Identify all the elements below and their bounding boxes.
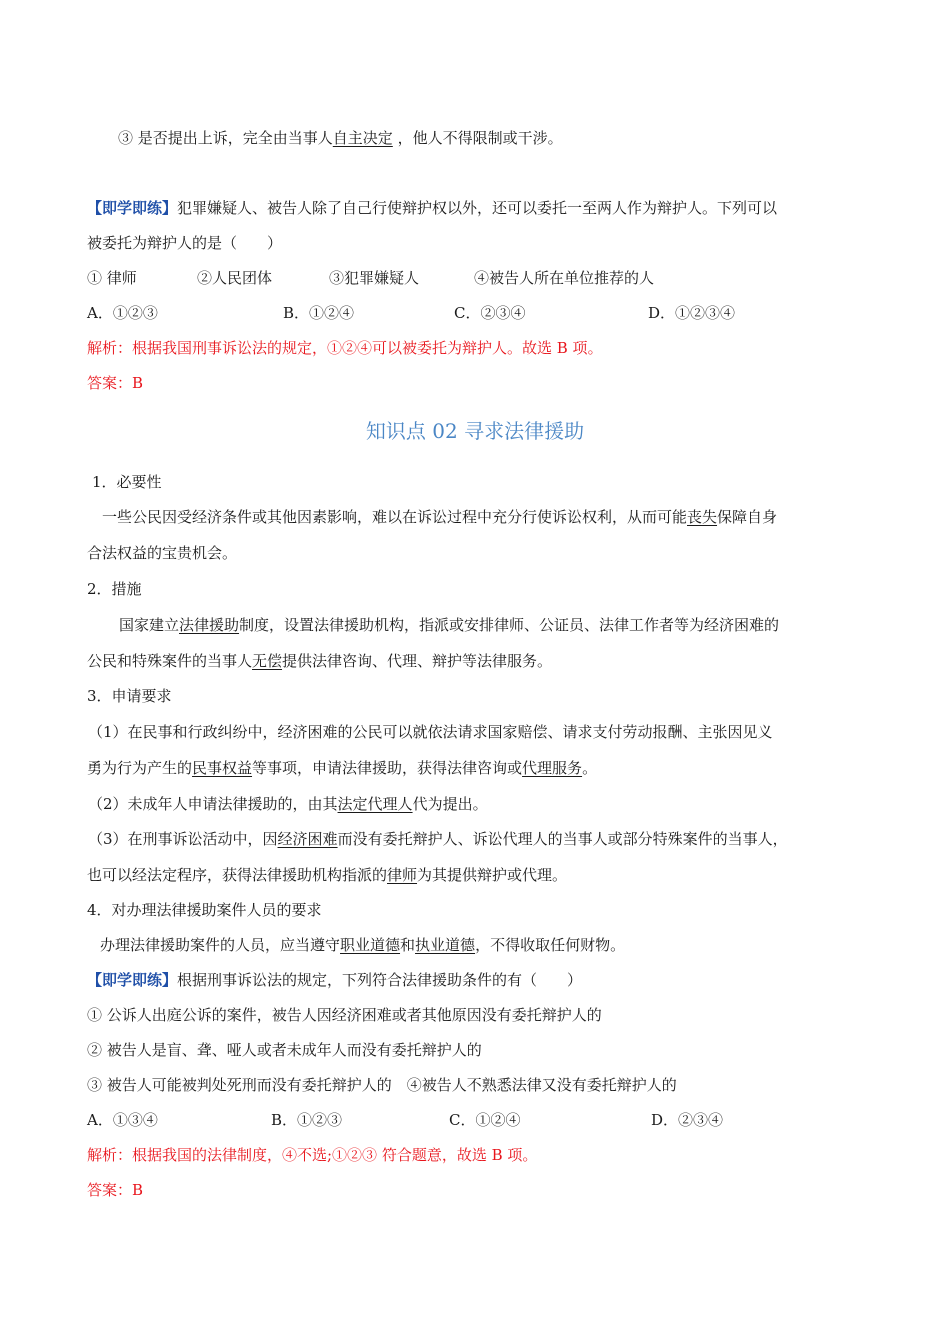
text-segment: 等事项，申请法律援助，获得法律咨询或 <box>252 759 523 777</box>
exercise-tag: 【即学即练】 <box>87 971 178 989</box>
key-term: 职业道德 <box>340 936 401 954</box>
text-segment: ，不得收取任何财物。 <box>475 936 626 954</box>
exercise2-analysis: 解析：根据我国的法律制度，④不选;①②③ 符合题意，故选 B 项。 <box>87 1146 538 1164</box>
key-term: 律师 <box>387 866 418 884</box>
s3-rule3-line2 <box>87 865 567 885</box>
s4-paragraph <box>100 935 625 955</box>
s3-rule3-line1 <box>88 829 788 849</box>
text-segment: 代为提出。 <box>412 795 488 813</box>
exercise2-item-2: ② 被告人是盲、聋、哑人或者未成年人而没有委托辩护人的 <box>87 1041 482 1059</box>
exercise1-option-a: A．①②③ <box>87 304 158 322</box>
exercise1-question-line1 <box>87 198 777 218</box>
text-segment: 公民和特殊案件的当事人 <box>87 652 253 670</box>
text-segment: 提供法律咨询、代理、辩护等法律服务。 <box>282 652 553 670</box>
text-segment: 勇为行为产生的 <box>87 759 193 777</box>
key-term: 代理服务 <box>522 759 583 777</box>
exercise2-item-1: ① 公诉人出庭公诉的案件，被告人因经济困难或者其他原因没有委托辩护人的 <box>87 1006 602 1024</box>
exercise2-option-d: D．②③④ <box>651 1111 724 1129</box>
question-text: 犯罪嫌疑人、被告人除了自己行使辩护权以外，还可以委托一至两人作为辩护人。下列可以 <box>177 199 778 217</box>
s4-title: 4．对办理法律援助案件人员的要求 <box>87 901 322 919</box>
text-segment: 保障自身 <box>717 508 778 526</box>
exercise1-question-line2: 被委托为辩护人的是（ ） <box>87 234 283 252</box>
key-term: 经济困难 <box>277 830 338 848</box>
s3-rule2 <box>88 794 488 814</box>
s1-paragraph-line1 <box>102 507 777 527</box>
text-segment: 。 <box>582 759 598 777</box>
section-heading: 知识点 02 寻求法律援助 <box>365 419 585 443</box>
text-segment: ③ 是否提出上诉，完全由当事人 <box>118 129 333 147</box>
s1-paragraph-line2: 合法权益的宝贵机会。 <box>87 544 238 562</box>
s3-title: 3．申请要求 <box>87 687 172 705</box>
s2-title: 2．措施 <box>87 580 142 598</box>
text-segment: ，他人不得限制或干涉。 <box>392 129 563 147</box>
text-segment: 一些公民因受经济条件或其他因素影响，难以在诉讼过程中充分行使诉讼权利，从而可能 <box>102 508 688 526</box>
exercise2-item-3: ③ 被告人可能被判处死刑而没有委托辩护人的 ④被告人不熟悉法律又没有委托辩护人的 <box>87 1076 677 1094</box>
exercise1-item-4: ④被告人所在单位推荐的人 <box>474 269 655 287</box>
text-segment: 办理法律援助案件的人员，应当遵守 <box>100 936 341 954</box>
exercise2-question <box>87 970 582 990</box>
exercise-tag: 【即学即练】 <box>87 199 178 217</box>
key-term: 民事权益 <box>192 759 253 777</box>
exercise2-answer: 答案：B <box>87 1181 144 1199</box>
exercise2-option-c: C．①②④ <box>449 1111 521 1129</box>
key-term: 丧失 <box>687 508 718 526</box>
s2-paragraph-line1 <box>119 615 779 635</box>
s3-rule1-line2 <box>87 758 597 778</box>
key-term: 法定代理人 <box>337 795 413 813</box>
text-segment: （3）在刑事诉讼活动中，因 <box>88 830 278 848</box>
text-segment: 国家建立 <box>119 616 180 634</box>
question-text: 根据刑事诉讼法的规定，下列符合法律援助条件的有（ ） <box>177 971 583 989</box>
key-term: 法律援助 <box>179 616 240 634</box>
key-term: 无偿 <box>252 652 283 670</box>
exercise1-option-d: D．①②③④ <box>648 304 736 322</box>
text-segment: 为其提供辩护或代理。 <box>417 866 568 884</box>
exercise1-item-1: ① 律师 <box>87 269 137 287</box>
text-segment: （2）未成年人申请法律援助的，由其 <box>88 795 338 813</box>
exercise2-option-b: B．①②③ <box>271 1111 343 1129</box>
exercise2-option-a: A．①③④ <box>87 1111 158 1129</box>
exercise1-item-3: ③犯罪嫌疑人 <box>329 269 420 287</box>
s2-paragraph-line2 <box>87 651 552 671</box>
s1-title: 1．必要性 <box>92 473 162 491</box>
exercise1-answer: 答案：B <box>87 374 144 392</box>
exercise1-option-b: B．①②④ <box>283 304 355 322</box>
exercise1-analysis: 解析：根据我国刑事诉讼法的规定，①②④可以被委托为辩护人。故选 B 项。 <box>87 339 603 357</box>
key-term: 自主决定 <box>332 129 393 147</box>
text-segment: 和 <box>400 936 416 954</box>
text-segment: 也可以经法定程序，获得法律援助机构指派的 <box>87 866 388 884</box>
exercise1-option-c: C．②③④ <box>454 304 526 322</box>
exercise1-item-2: ②人民团体 <box>197 269 273 287</box>
text-segment: 制度，设置法律援助机构，指派或安排律师、公证员、法律工作者等为经济困难的 <box>239 616 780 634</box>
appeal-right-line <box>118 128 563 148</box>
key-term: 执业道德 <box>415 936 476 954</box>
s3-rule1-line1: （1）在民事和行政纠纷中，经济困难的公民可以就依法请求国家赔偿、请求支付劳动报酬、主张因见义 <box>88 723 773 741</box>
text-segment: 而没有委托辩护人、诉讼代理人的当事人或部分特殊案件的当事人， <box>337 830 788 848</box>
